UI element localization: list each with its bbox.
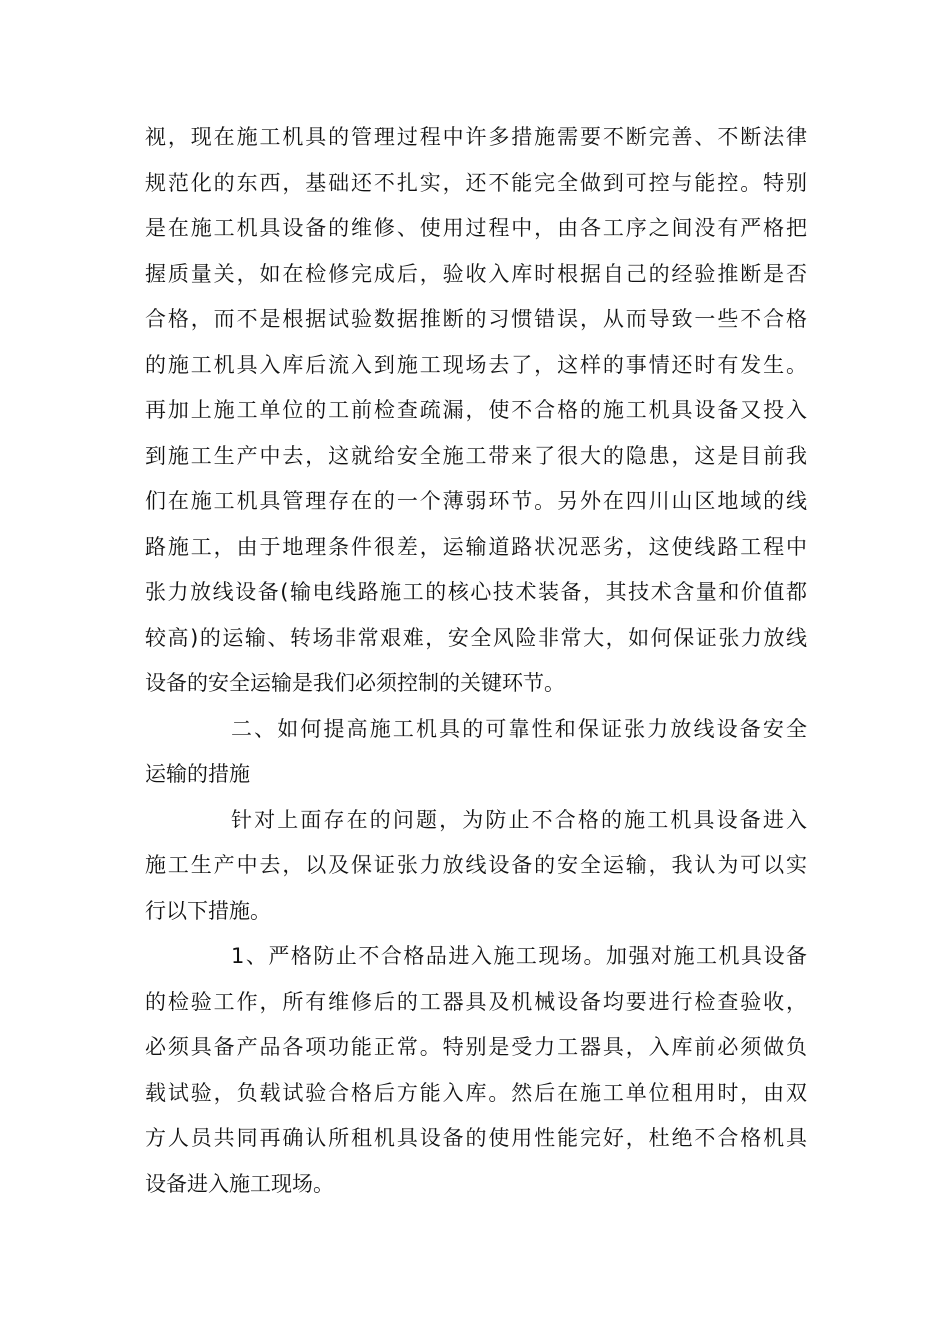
text-line: 张力放线设备(输电线路施工的核心技术装备，其技术含量和价值都: [145, 580, 807, 604]
text-line: 针对上面存在的问题，为防止不合格的施工机具设备进入: [231, 807, 807, 832]
text-line: 再加上施工单位的工前检查疏漏，使不合格的施工机具设备又投入: [145, 398, 807, 422]
text-line: 设备的安全运输是我们必须控制的关键环节。: [145, 671, 565, 695]
text-line: 视，现在施工机具的管理过程中许多措施需要不断完善、不断法律: [145, 125, 807, 149]
text-line: 握质量关，如在检修完成后，验收入库时根据自己的经验推断是否: [145, 261, 807, 286]
document-body: [145, 115, 807, 1207]
text-line: 方人员共同再确认所租机具设备的使用性能完好，杜绝不合格机具: [145, 1126, 807, 1150]
text-line: 二、如何提高施工机具的可靠性和保证张力放线设备安全: [231, 716, 807, 741]
text-line: 合格，而不是根据试验数据推断的习惯错误，从而导致一些不合格: [145, 307, 807, 331]
text-line: 到施工生产中去，这就给安全施工带来了很大的隐患，这是目前我: [145, 443, 807, 468]
text-line: 的施工机具入库后流入到施工现场去了，这样的事情还时有发生。: [145, 352, 807, 377]
text-line: 必须具备产品各项功能正常。特别是受力工器具，入库前必须做负: [145, 1035, 807, 1059]
text-line: 1、严格防止不合格品进入施工现场。加强对施工机具设备: [231, 944, 807, 968]
text-line: 路施工，由于地理条件很差，运输道路状况恶劣，这使线路工程中: [145, 534, 807, 559]
paragraph: [145, 707, 807, 798]
text-line: 规范化的东西，基础还不扎实，还不能完全做到可控与能控。特别: [145, 170, 807, 195]
text-line: 较高)的运输、转场非常艰难，安全风险非常大，如何保证张力放线: [145, 625, 807, 650]
text-line: 施工生产中去，以及保证张力放线设备的安全运输，我认为可以实: [145, 853, 807, 877]
paragraph: [145, 934, 807, 1207]
text-line: 是在施工机具设备的维修、使用过程中，由各工序之间没有严格把: [145, 216, 807, 240]
text-line: 载试验，负载试验合格后方能入库。然后在施工单位租用时，由双: [145, 1080, 807, 1105]
paragraph: [145, 115, 807, 707]
text-line: 行以下措施。: [145, 898, 271, 923]
paragraph: [145, 798, 807, 935]
text-line: 设备进入施工现场。: [145, 1171, 334, 1196]
text-line: 的检验工作，所有维修后的工器具及机械设备均要进行检查验收，: [145, 989, 807, 1014]
text-line: 运输的措施: [145, 762, 250, 786]
text-line: 们在施工机具管理存在的一个薄弱环节。另外在四川山区地域的线: [145, 489, 807, 513]
